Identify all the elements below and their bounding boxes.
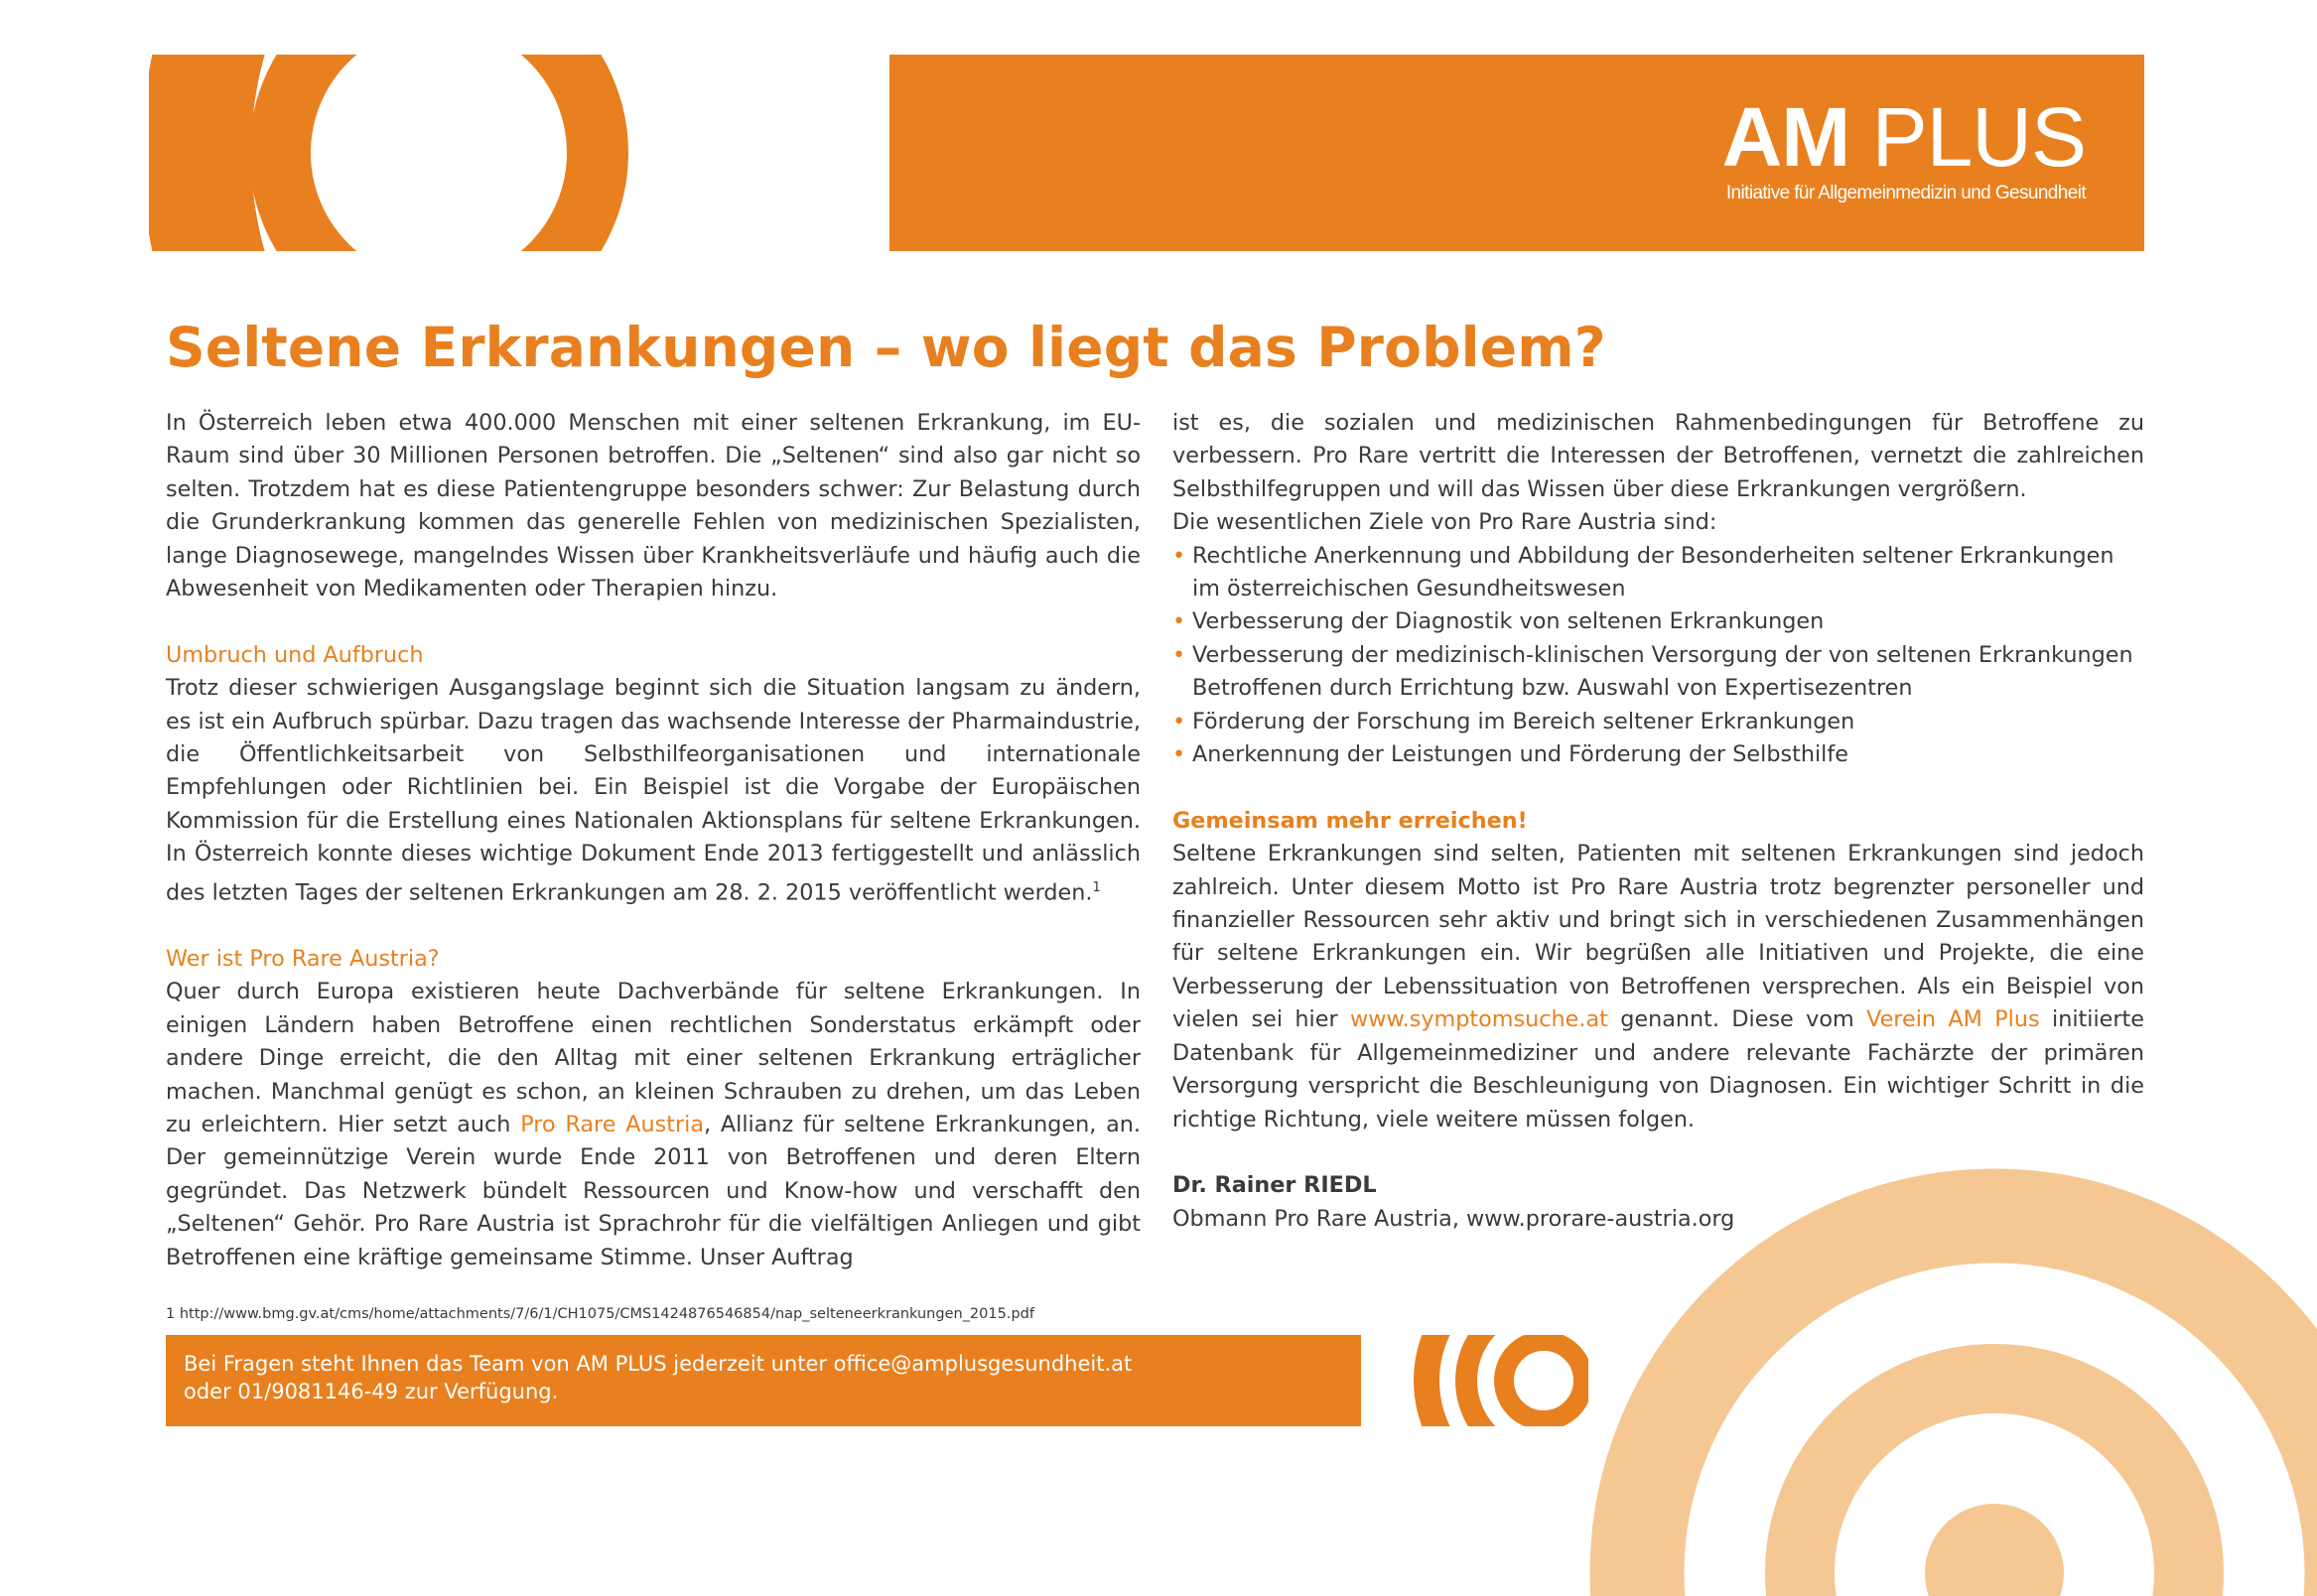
paragraph-gemeinsam xyxy=(1172,838,2144,1136)
am-plus-link[interactable]: Verein AM Plus xyxy=(1866,1006,2040,1033)
column-left xyxy=(166,407,1141,1274)
page-title: Seltene Erkrankungen – wo liegt das Problem? xyxy=(166,316,1606,379)
bottom-rings-graphic xyxy=(1637,1216,2317,1596)
symptomsuche-link[interactable]: www.symptomsuche.at xyxy=(1349,1006,1608,1033)
heading-umbruch: Umbruch und Aufbruch xyxy=(166,641,424,668)
pro-rare-link[interactable]: Pro Rare Austria xyxy=(520,1111,704,1137)
list-item: • Verbesserung der Diagnostik von seltenen Erkrankungen xyxy=(1172,605,2144,638)
footnote-ref: 1 xyxy=(1092,879,1101,895)
paragraph-gemeinsam-text-b: genannt. Diese vom xyxy=(1607,1006,1867,1033)
brand-logo xyxy=(1721,90,2086,204)
contact-line-1: Bei Fragen steht Ihnen das Team von AM PLUS jederzeit unter office@amplusgesundheit.at xyxy=(184,1352,1133,1376)
heading-pro-rare: Wer ist Pro Rare Austria? xyxy=(166,945,440,972)
heading-gemeinsam: Gemeinsam mehr erreichen! xyxy=(1172,807,1528,834)
signature-name: Dr. Rainer RIEDL xyxy=(1172,1172,1377,1199)
goals-list xyxy=(1172,540,2144,772)
column-right xyxy=(1172,407,2144,1236)
list-item: • Rechtliche Anerkennung und Abbildung der Besonderheiten seltener Erkrankungen im österreichischen Gesundheitswesen xyxy=(1172,540,2144,606)
contact-line-2: oder 01/9081146-49 zur Verfügung. xyxy=(184,1380,559,1403)
paragraph-pro-rare-text-a: Quer durch Europa existieren heute Dachverbände für seltene Erkrankungen. In einigen Ländern haben Betroffene einen rechtlichen Sonderstatus erkämpft oder andere Dinge erreicht, die den Alltag mit einer seltenen Erkrankung erträglicher machen. Manchmal genügt es schon, an kleinen Schrauben zu drehen, um das Leben zu erleichtern. Hier setzt auch xyxy=(166,979,1141,1137)
paragraph-gemeinsam-text-c: initiierte Datenbank für Allgemeinmediziner und andere relevante Fachärzte der primären Versorgung verspricht die Beschleunigung von Diagnosen. Ein wichtiger Schritt in die richtige Richtung, viele weitere müssen folgen. xyxy=(1172,1006,2145,1132)
list-item: • Förderung der Forschung im Bereich seltener Erkrankungen xyxy=(1172,706,2144,738)
brand-tagline: Initiative für Allgemeinmedizin und Gesundheit xyxy=(1725,183,2086,203)
paragraph-continued: ist es, die sozialen und medizinischen Rahmenbedingungen für Betroffene zu verbessern. Pro Rare vertritt die Interessen der Betroffenen, vernetzt die zahlreichen Selbsthilfegruppen und will das Wissen über diese Erkrankungen vergrößern. xyxy=(1172,410,2144,502)
list-item: • Anerkennung der Leistungen und Förderung der Selbsthilfe xyxy=(1172,738,2144,771)
paragraph-pro-rare xyxy=(166,976,1141,1274)
brand-bold: AM xyxy=(1721,90,1850,184)
intro-paragraph: In Österreich leben etwa 400.000 Menschen mit einer seltenen Erkrankung, im EU-Raum sind über 30 Millionen Personen betroffen. Die „Seltenen“ sind also gar nicht so selten. Trotzdem hat es diese Patientengruppe besonders schwer: Zur Belastung durch die Grunderkrankung kommen das generelle Fehlen von medizinischen Spezialisten, lange Diagnosewege, mangelndes Wissen über Krankheitsverläufe und häufig auch die Abwesenheit von Medikamenten oder Therapien hinzu. xyxy=(166,410,1141,602)
paragraph-pro-rare-text-b: , Allianz für seltene Erkrankungen, an. Der gemeinnützige Verein wurde Ende 2011 von Betroffenen und deren Eltern gegründet. Das Netzwerk bündelt Ressourcen und Know-how und verschafft den „Seltenen“ Gehör. Pro Rare Austria ist Sprachrohr für die vielfältigen Anliegen und gibt Betroffenen eine kräftige gemeinsame Stimme. Unser Auftrag xyxy=(166,1111,1141,1270)
paragraph-gemeinsam-text-a: Seltene Erkrankungen sind selten, Patienten mit seltenen Erkrankungen sind jedoch zahlreich. Unter diesem Motto ist Pro Rare Austria trotz begrenzter personeller und finanzieller Ressourcen sehr aktiv und bringt sich in verschiedenen Zusammenhängen für seltene Erkrankungen ein. Wir begrüßen alle Initiativen und Projekte, die eine Verbesserung der Lebenssituation von Betroffenen versprechen. Als ein Beispiel von vielen sei hier xyxy=(1172,841,2144,1033)
contact-text xyxy=(184,1350,1132,1405)
paragraph-umbruch-text: Trotz dieser schwierigen Ausgangslage beginnt sich die Situation langsam zu ändern, es ist ein Aufbruch spürbar. Dazu tragen das wachsende Interesse der Pharmaindustrie, die Öffentlichkeitsarbeit von Selbsthilfeorganisationen und internationale Empfehlungen oder Richtlinien bei. Ein Beispiel ist die Vorgabe der Europäischen Kommission für die Erstellung eines Nationalen Aktionsplans für seltene Erkrankungen. In Österreich konnte dieses wichtige Dokument Ende 2013 fertiggestellt und anlässlich des letzten Tages der seltenen Erkrankungen am 28. 2. 2015 veröffentlicht werden. xyxy=(166,675,1141,906)
list-item: • Verbesserung der medizinisch-klinischen Versorgung der von seltenen Erkrankungen Betroffenen durch Errichtung bzw. Auswahl von Expertisezentren xyxy=(1172,639,2144,706)
footnote: 1 http://www.bmg.gv.at/cms/home/attachments/7/6/1/CH1075/CMS1424876546854/nap_selteneerkrankungen_2015.pdf xyxy=(166,1306,1034,1322)
paragraph-umbruch xyxy=(166,672,1141,909)
goals-intro: Die wesentlichen Ziele von Pro Rare Austria sind: xyxy=(1172,509,1717,536)
brand-light: PLUS xyxy=(1871,90,2086,184)
signature-role: Obmann Pro Rare Austria, www.prorare-austria.org xyxy=(1172,1205,1735,1232)
